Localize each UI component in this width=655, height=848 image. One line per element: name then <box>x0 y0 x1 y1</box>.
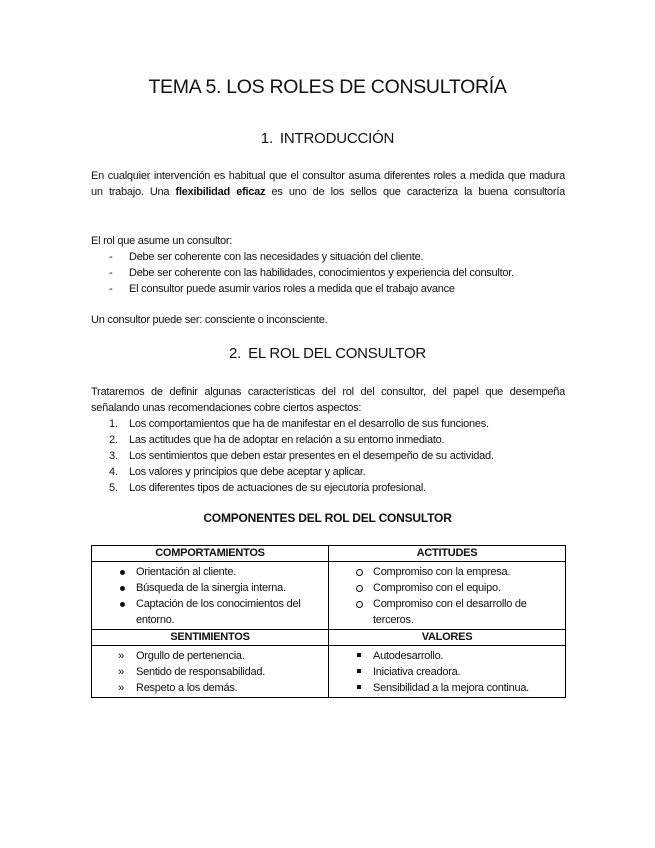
header-comportamientos: COMPORTAMIENTOS <box>92 546 329 562</box>
cell-sentimientos <box>92 646 329 698</box>
table-title: COMPONENTES DEL ROL DEL CONSULTOR <box>203 511 452 525</box>
dash-marker: - <box>109 283 113 295</box>
list-item <box>91 432 571 448</box>
list-item-text: El consultor puede asumir varios roles a medida que el trabajo avance <box>129 283 455 295</box>
list-item <box>329 564 561 580</box>
section-title: INTRODUCCIÓN <box>279 130 395 147</box>
list-item-text: Compromiso con la empresa. <box>373 566 511 578</box>
list-item-text: Orientación al cliente. <box>136 566 237 578</box>
list-item-text: Debe ser coherente con las habilidades, conocimientos y experiencia del consultor. <box>129 267 514 279</box>
dash-marker: - <box>109 267 113 279</box>
number-marker: 3. <box>109 450 118 462</box>
list-item <box>92 596 324 628</box>
list-item <box>329 680 561 696</box>
list-item-text: Autodesarrollo. <box>373 650 444 662</box>
document-title: TEMA 5. LOS ROLES DE CONSULTORÍA <box>148 76 507 98</box>
rol-requirements-list <box>91 249 571 297</box>
list-item <box>91 480 571 496</box>
list-item <box>92 648 324 664</box>
cell-valores <box>329 646 566 698</box>
rol-aspects-list <box>91 416 571 496</box>
header-sentimientos: SENTIMIENTOS <box>92 630 329 646</box>
intro-text-start: En cualquier intervención es habitual que el consultor asuma diferentes roles a medida que madura un trabajo. Una <box>91 170 565 198</box>
table-row <box>92 646 566 698</box>
list-item <box>329 648 561 664</box>
list-item <box>91 448 571 464</box>
list-item-text: Captación de los conocimientos del entorno. <box>136 598 301 626</box>
list-item <box>91 265 571 281</box>
consultor-type-line: Un consultor puede ser: consciente o inconsciente. <box>91 314 328 326</box>
list-item-text: Los valores y principios que debe aceptar y aplicar. <box>129 466 366 478</box>
section-number: 1. <box>260 130 273 147</box>
list-item <box>92 580 324 596</box>
list-item-text: Los diferentes tipos de actuaciones de su ejecutoria profesional. <box>129 482 426 494</box>
cell-comportamientos <box>92 562 329 630</box>
list-item-text: Iniciativa creadora. <box>373 666 461 678</box>
list-item-text: Sensibilidad a la mejora continua. <box>373 682 529 694</box>
table-header-row <box>92 546 566 562</box>
number-marker: 4. <box>109 466 118 478</box>
list-item <box>329 664 561 680</box>
list-item-text: Búsqueda de la sinergia interna. <box>136 582 286 594</box>
list-item <box>91 281 571 297</box>
table-header-row <box>92 630 566 646</box>
dash-marker: - <box>109 251 113 263</box>
section-title: EL ROL DEL CONSULTOR <box>248 345 427 362</box>
guillemet-marker: » <box>118 666 124 678</box>
guillemet-marker: » <box>118 682 124 694</box>
table-row <box>92 562 566 630</box>
list-item <box>91 464 571 480</box>
section-number: 2. <box>228 345 242 362</box>
guillemet-marker: » <box>118 650 124 662</box>
list-item-text: Orgullo de pertenencia. <box>136 650 245 662</box>
list-item-text: Respeto a los demás. <box>136 682 238 694</box>
list-item-text: Sentido de responsabilidad. <box>136 666 266 678</box>
list-item <box>329 596 561 628</box>
list-item <box>91 249 571 265</box>
section-heading-rol-consultor <box>0 345 655 362</box>
list-item-text: Las actitudes que ha de adoptar en relación a su entorno inmediato. <box>129 434 445 446</box>
list-item <box>329 580 561 596</box>
list-item <box>92 564 324 580</box>
list-item-text: Los sentimientos que deben estar presentes en el desempeño de su actividad. <box>129 450 494 462</box>
rol-paragraph: Trataremos de definir algunas características del rol del consultor, del papel que desempeña señalando unas recomendaciones cobre ciertos aspectos: <box>91 386 565 414</box>
section-heading-introduccion <box>0 130 655 147</box>
list-item-text: Debe ser coherente con las necesidades y situación del cliente. <box>129 251 424 263</box>
list-item <box>92 664 324 680</box>
rol-components-table <box>91 545 566 698</box>
list-item-text: Compromiso con el desarrollo de terceros. <box>373 598 527 626</box>
list-item-text: Los comportamientos que ha de manifestar en el desarrollo de sus funciones. <box>129 418 489 430</box>
intro-bold-phrase: flexibilidad eficaz <box>175 186 266 198</box>
number-marker: 2. <box>109 434 118 446</box>
intro-text-end: es uno de los sellos que caracteriza la buena consultoría <box>271 186 565 198</box>
header-actitudes: ACTITUDES <box>329 546 566 562</box>
number-marker: 1. <box>109 418 118 430</box>
list-item-text: Compromiso con el equipo. <box>373 582 501 594</box>
header-valores: VALORES <box>329 630 566 646</box>
list-item <box>91 416 571 432</box>
intro-paragraph <box>91 168 565 200</box>
list-item <box>92 680 324 696</box>
number-marker: 5. <box>109 482 118 494</box>
rol-intro-line: El rol que asume un consultor: <box>91 235 233 247</box>
cell-actitudes <box>329 562 566 630</box>
